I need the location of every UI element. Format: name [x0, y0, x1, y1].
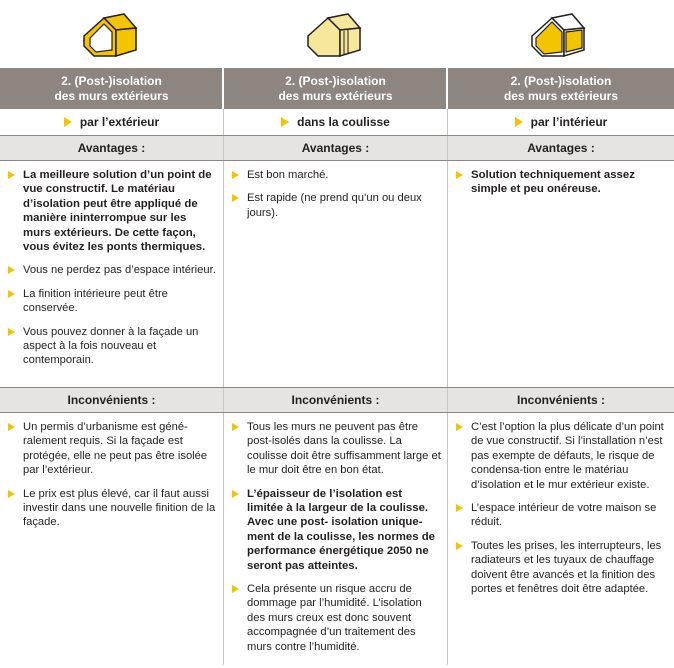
advantages-body: [0, 161, 674, 387]
method-label: [0, 109, 223, 135]
list-item-text: Toutes les prises, les interrupteurs, les radiateurs et les tuyaux de chauffage doivent être avancés et la finition des portes et fenêtres doit être adaptée.: [471, 539, 662, 596]
list-item-text: C’est l’option la plus délicate d’un point de vue constructif. Si l’installation n’est pas exempte de défauts, le risque de condensa-tion entre le matériau d’isolation et le mur extérieur existe.: [471, 421, 664, 491]
list-item-text: Cela présente un risque accru de dommage par l’humidité. L’isolation des murs creux est donc souvent accompagnée d’un traitement des murs contre l’humidité.: [247, 583, 422, 653]
disadvantages-header: [0, 387, 674, 413]
list-item: [224, 420, 447, 478]
triangle-bullet-icon: [8, 490, 15, 498]
list-item: [448, 420, 674, 492]
advantages-list: [448, 161, 674, 387]
triangle-bullet-icon: [64, 117, 72, 127]
section-label: Avantages :: [527, 141, 595, 155]
method-text: dans la coulisse: [297, 115, 390, 129]
list-item: [0, 420, 223, 478]
triangle-bullet-icon: [8, 290, 15, 298]
triangle-bullet-icon: [232, 194, 239, 202]
list-item: [0, 325, 223, 368]
disadvantages-list: [0, 413, 223, 665]
list-item-text: Est bon marché.: [247, 169, 329, 181]
section-label: Inconvénients :: [67, 393, 156, 407]
column-title: [224, 68, 447, 109]
list-item: [448, 539, 674, 597]
column-title: [0, 68, 223, 109]
icon-row: [0, 0, 674, 68]
disadvantages-list: [224, 413, 447, 665]
section-label: Avantages :: [77, 141, 146, 155]
list-item: [448, 501, 674, 530]
house-inner-insulation-icon: [448, 6, 672, 62]
triangle-bullet-icon: [281, 117, 289, 127]
section-label: Inconvénients :: [291, 393, 380, 407]
title-line: 2. (Post-)isolation: [510, 73, 612, 88]
triangle-bullet-icon: [232, 423, 239, 431]
disadvantages-list: [448, 413, 674, 665]
house-cavity-insulation-icon: [224, 6, 448, 62]
section-label: Avantages :: [301, 141, 370, 155]
list-item: [0, 487, 223, 530]
list-item-text: Le prix est plus élevé, car il faut aussi investir dans une nouvelle finition de la façade.: [23, 487, 216, 529]
list-item-text: Solution techniquement assez simple et peu onéreuse.: [471, 169, 635, 196]
list-item-text: Vous pouvez donner à la façade un aspect à la fois nouveau et contemporain.: [23, 325, 199, 367]
list-item-text: Tous les murs ne peuvent pas être post-isolés dans la coulisse. La coulisse doit être suffisamment large et le mur doit être en bon état.: [247, 421, 441, 477]
title-line: des murs extérieurs: [54, 88, 169, 103]
column-title: [448, 68, 674, 109]
triangle-bullet-icon: [8, 328, 15, 336]
advantages-list: [224, 161, 447, 387]
list-item-text: La meilleure solution d’un point de vue constructif. Le matériau d’isolation peut être appliqué de manière ininterrompue sur les murs extérieurs. De cette façon, vous évitez les ponts thermiques.: [23, 169, 212, 254]
triangle-bullet-icon: [8, 423, 15, 431]
triangle-bullet-icon: [232, 585, 239, 593]
list-item-text: Vous ne perdez pas d’espace intérieur.: [23, 264, 216, 277]
title-line: 2. (Post-)isolation: [61, 73, 162, 88]
advantages-list: [0, 161, 223, 387]
list-item: [448, 168, 674, 197]
advantages-header: [0, 136, 674, 161]
list-item-text: L’épaisseur de l’isolation est limitée à la largeur de la coulisse. Avec une post- isolation unique-ment de la coulisse, les normes de performance énergétique 2050 ne seront pas atteintes.: [247, 487, 436, 572]
title-line: des murs extérieurs: [278, 88, 393, 103]
triangle-bullet-icon: [232, 171, 239, 179]
table-header: [0, 68, 674, 109]
list-item: [224, 582, 447, 654]
list-item: [0, 287, 223, 316]
comparison-table: [0, 68, 674, 665]
house-outer-insulation-icon: [0, 6, 224, 62]
list-item-text: L’espace intérieur de votre maison se réduit.: [471, 502, 657, 529]
triangle-bullet-icon: [232, 490, 239, 498]
list-item: [224, 487, 447, 573]
title-line: des murs extérieurs: [503, 88, 619, 103]
triangle-bullet-icon: [515, 117, 523, 127]
method-text: par l’extérieur: [79, 115, 160, 129]
triangle-bullet-icon: [456, 504, 463, 512]
triangle-bullet-icon: [456, 171, 463, 179]
title-line: 2. (Post-)isolation: [285, 73, 386, 88]
list-item: [0, 168, 223, 254]
list-item-text: La finition intérieure peut être conservée.: [23, 287, 168, 315]
method-text: par l’intérieur: [530, 115, 608, 129]
triangle-bullet-icon: [456, 542, 463, 550]
method-row: [0, 109, 674, 136]
triangle-bullet-icon: [8, 171, 15, 179]
triangle-bullet-icon: [456, 423, 463, 431]
list-item: [224, 168, 447, 182]
triangle-bullet-icon: [8, 266, 15, 274]
method-label: [448, 109, 674, 135]
list-item: [0, 263, 223, 277]
disadvantages-body: [0, 413, 674, 665]
list-item-text: Un permis d’urbanisme est géné-ralement requis. Si la façade est protégée, elle ne peut pas être isolée par l’extérieur.: [23, 421, 208, 477]
list-item: [224, 191, 447, 220]
list-item-text: Est rapide (ne prend qu’un ou deux jours).: [247, 192, 422, 219]
section-label: Inconvénients :: [516, 393, 605, 407]
method-label: [224, 109, 447, 135]
